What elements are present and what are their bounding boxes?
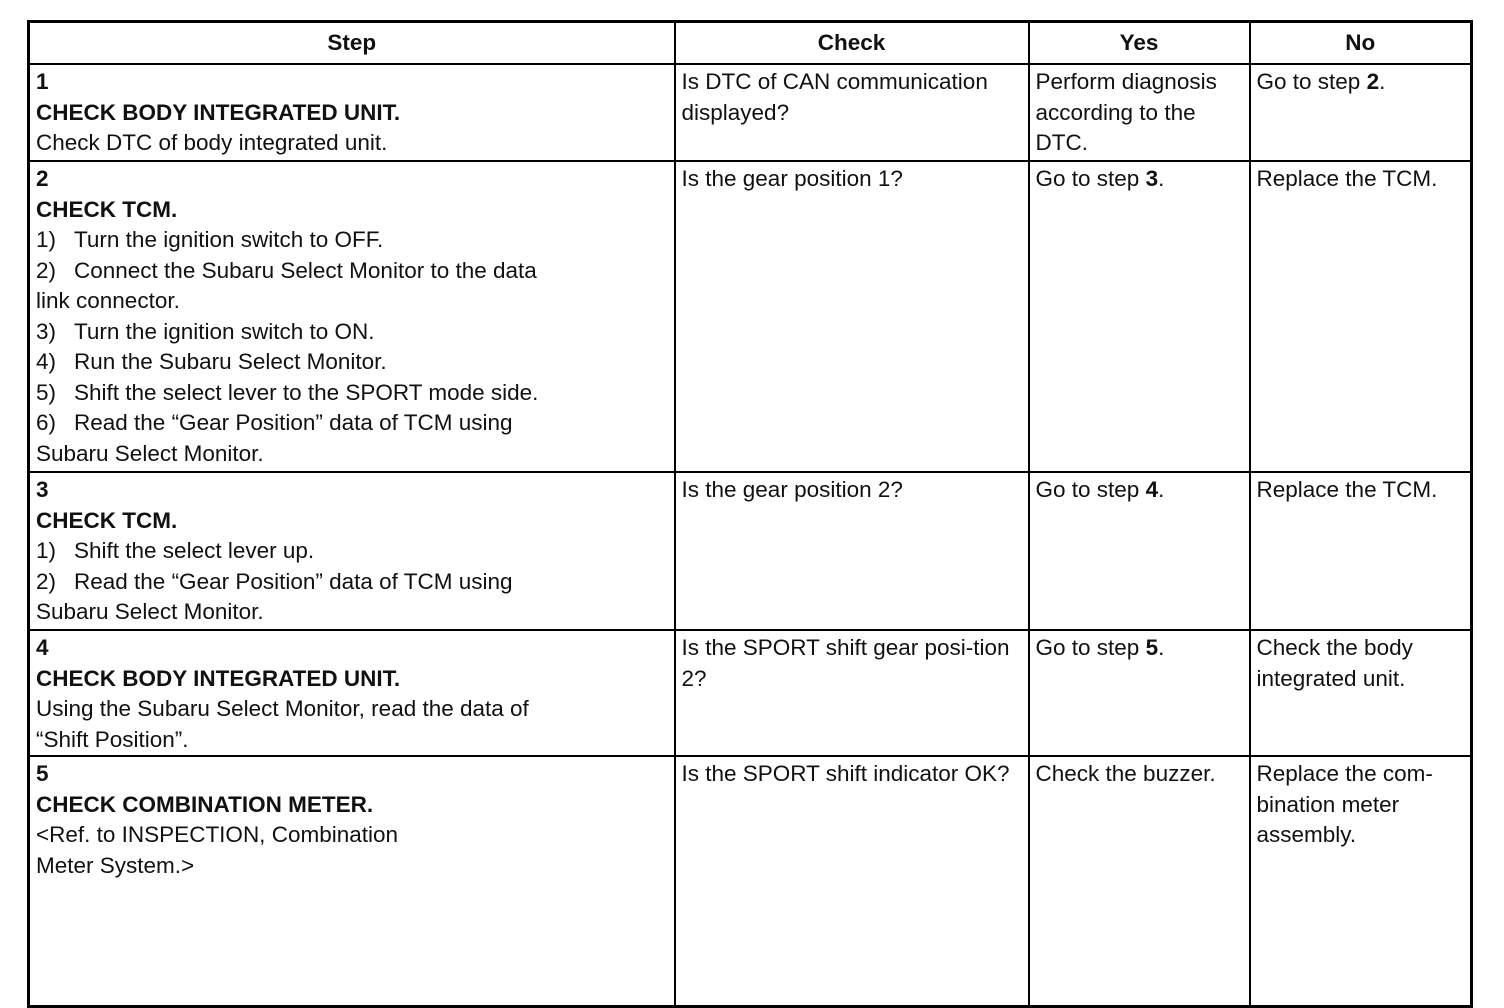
step-title: CHECK BODY INTEGRATED UNIT. [36,665,401,691]
step-number: 1 [36,69,49,94]
step-title: CHECK TCM. [36,196,178,222]
check-cell: Is DTC of CAN communication displayed? [675,64,1029,161]
substep-number: 4) [36,349,57,374]
substep-text: Shift the select lever to the SPORT mode side. [74,379,539,405]
yes-step-ref: 3 [1145,166,1159,191]
step-title: CHECK TCM. [36,507,178,533]
no-suffix: . [1379,69,1386,94]
header-no: No [1250,22,1472,65]
yes-step-ref: 5 [1145,635,1159,660]
substep [36,225,558,256]
substep-text: Turn the ignition switch to OFF. [74,227,384,252]
substep [36,256,558,317]
step-cell [29,161,675,472]
no-cell: Replace the TCM. [1250,472,1472,630]
table-row [29,756,1472,1006]
yes-suffix: . [1158,635,1165,660]
step-title: CHECK COMBINATION METER. [36,791,374,817]
substep-text: Read the “Gear Position” data of TCM using Subaru Select Monitor. [36,568,513,624]
step-number: 2 [36,166,49,191]
no-cell [1250,64,1472,161]
substep-number: 6) [36,410,57,435]
yes-suffix: . [1158,477,1165,502]
substep-number: 1) [36,227,57,252]
substep-number: 2) [36,257,57,283]
step-cell [29,472,675,630]
substep-number: 1) [36,538,57,563]
yes-text: Go to step [1035,166,1146,191]
table-row [29,161,1472,472]
check-cell: Is the gear position 2? [675,472,1029,630]
substep [36,536,558,567]
substep-number: 2) [36,568,57,594]
step-line: <Ref. to INSPECTION, Combination [36,822,399,847]
no-cell: Check the body integrated unit. [1250,630,1472,756]
step-title: CHECK BODY INTEGRATED UNIT. [36,99,401,125]
yes-cell [1029,161,1250,472]
no-cell: Replace the TCM. [1250,161,1472,472]
check-cell: Is the SPORT shift gear posi-tion 2? [675,630,1029,756]
yes-step-ref: 4 [1145,477,1159,502]
substep-text: Read the “Gear Position” data of TCM using Subaru Select Monitor. [36,410,513,466]
substep-text: Turn the ignition switch to ON. [74,318,375,344]
step-line: Meter System.> [36,852,195,878]
table-row [29,472,1472,630]
step-line: Using the Subaru Select Monitor, read the data of “Shift Position”. [36,696,529,752]
substep [36,567,558,628]
yes-cell [1029,630,1250,756]
step-cell [29,64,675,161]
substep [36,378,558,409]
yes-cell: Check the buzzer. [1029,756,1250,1006]
yes-suffix: . [1158,166,1165,191]
step-cell [29,630,675,756]
table-header-row [29,22,1472,65]
header-check: Check [675,22,1029,65]
substep-text: Run the Subaru Select Monitor. [74,349,387,374]
substep-number: 5) [36,379,57,405]
yes-cell [1029,472,1250,630]
substep [36,408,558,469]
step-number: 5 [36,761,49,786]
header-yes: Yes [1029,22,1250,65]
yes-text: Go to step [1035,477,1146,502]
check-cell: Is the SPORT shift indicator OK? [675,756,1029,1006]
substep-text: Connect the Subaru Select Monitor to the data link connector. [36,257,537,313]
step-number: 3 [36,477,49,502]
step-line: Check DTC of body integrated unit. [36,130,388,155]
yes-text: Go to step [1035,635,1146,660]
step-cell [29,756,675,1006]
table-row [29,64,1472,161]
no-step-ref: 2 [1366,69,1380,94]
table-row [29,630,1472,756]
no-cell: Replace the com-bination meter assembly. [1250,756,1472,1006]
check-cell: Is the gear position 1? [675,161,1029,472]
header-step: Step [29,22,675,65]
substep-number: 3) [36,318,57,344]
substep [36,347,558,378]
yes-cell: Perform diagnosis according to the DTC. [1029,64,1250,161]
substep-text: Shift the select lever up. [74,538,315,563]
substep [36,317,558,348]
step-number: 4 [36,635,49,660]
diagnostic-table [27,20,1473,1008]
no-text: Go to step [1256,69,1367,94]
